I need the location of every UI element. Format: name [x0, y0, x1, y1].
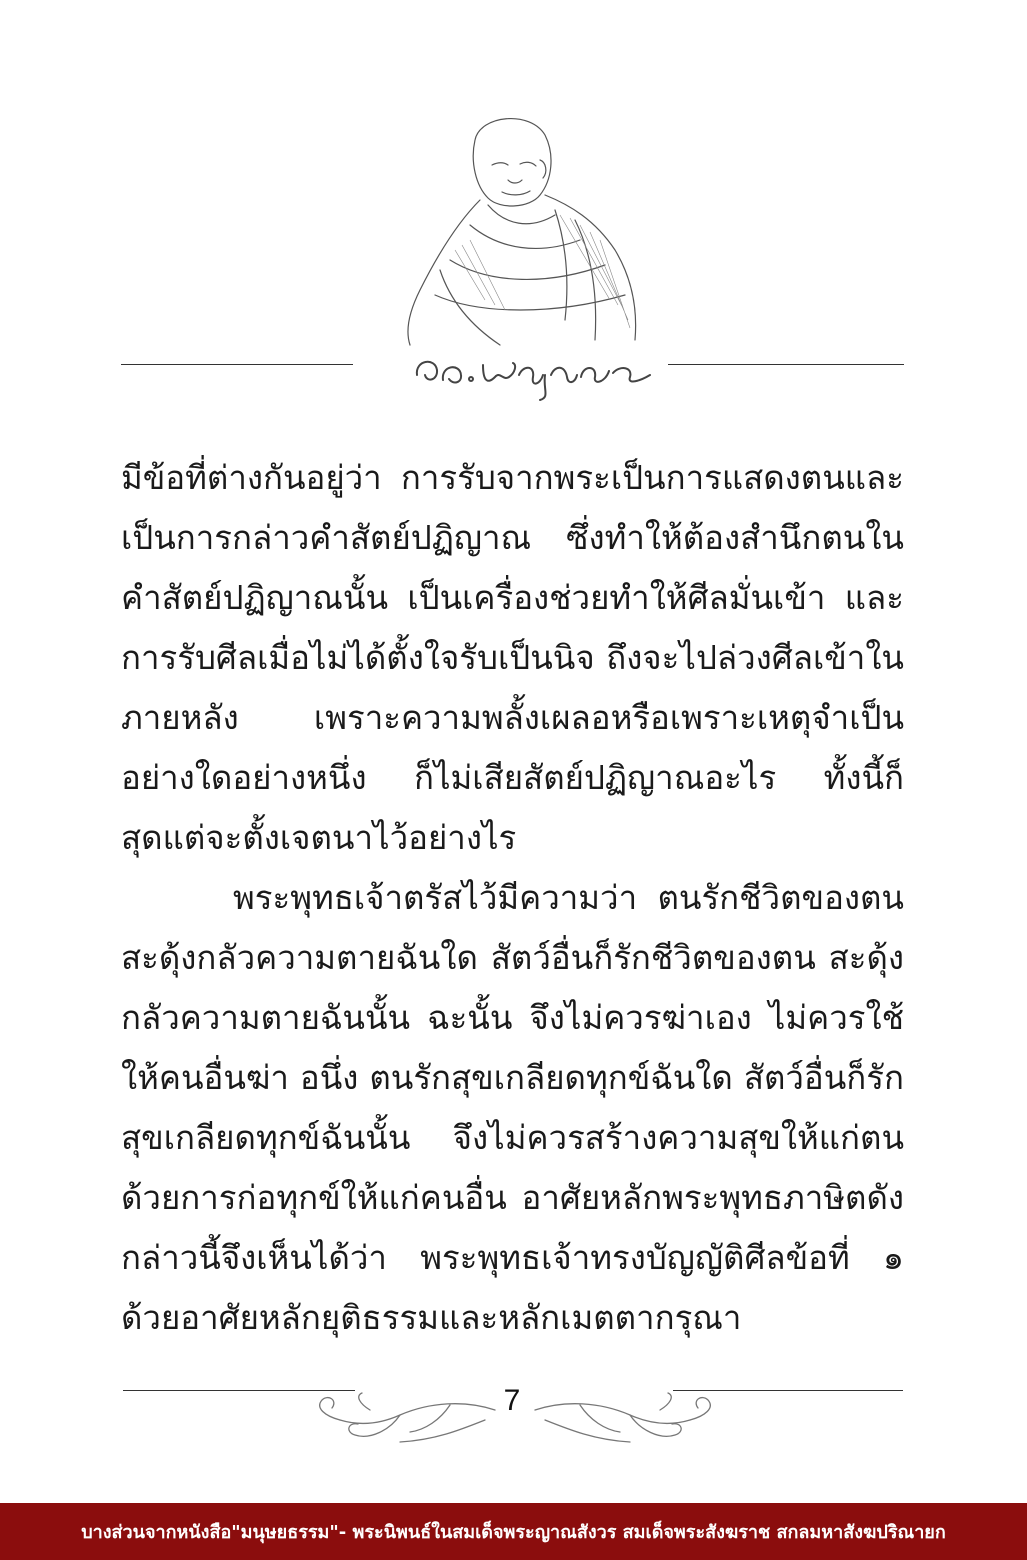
- paragraph: พระพุทธเจ้าตรัสไว้มีความว่า ตนรักชีวิตของตน สะดุ้งกลัวความตายฉันใด สัตว์อื่นก็รักชีวิตของตน สะดุ้งกลัวความตายฉันนั้น ฉะนั้น จึงไม่ควรฆ่าเอง ไม่ควรใช้ให้คนอื่นฆ่า อนึ่ง ตนรักสุขเกลียดทุกข์ฉันใด สัตว์อื่นก็รักสุขเกลียดทุกข์ฉันนั้น จึงไม่ควรสร้างความสุขให้แก่ตน ด้วยการก่อทุกข์ให้แก่คนอื่น อาศัยหลักพระพุทธภาษิตดังกล่าวนี้จึงเห็นได้ว่า พระพุทธเจ้าทรงบัญญัติศีลข้อที่ ๑ ด้วยอาศัยหลักยุติธรรมและหลักเมตตากรุณา: [121, 878, 904, 1337]
- signature-left-rule: [121, 364, 353, 365]
- monk-portrait-icon: [380, 100, 670, 350]
- footer-caption: บางส่วนจากหนังสือ"มนุษยธรรม"- พระนิพนธ์ในสมเด็จพระญาณสังวร สมเด็จพระสังฆราช สกลมหาสังฆปริณายก: [81, 1522, 946, 1543]
- body-text: [121, 448, 904, 1348]
- page-number: 7: [503, 1384, 521, 1417]
- scroll-ornament-icon: [530, 1390, 730, 1450]
- signature-icon: [405, 335, 655, 405]
- scroll-ornament-icon: [300, 1390, 500, 1450]
- paragraph: มีข้อที่ต่างกันอยู่ว่า การรับจากพระเป็นการแสดงตนและเป็นการกล่าวคำสัตย์ปฏิญาณ ซึ่งทำให้ต้องสำนึกตนในคำสัตย์ปฏิญาณนั้น เป็นเครื่องช่วยทำให้ศีลมั่นเข้า และการรับศีลเมื่อไม่ได้ตั้งใจรับเป็นนิจ ถึงจะไปล่วงศีลเข้าในภายหลัง เพราะความพลั้งเผลอหรือเพราะเหตุจำเป็นอย่างใดอย่างหนึ่ง ก็ไม่เสียสัตย์ปฏิญาณอะไร ทั้งนี้ก็สุดแต่จะตั้งเจตนาไว้อย่างไร: [121, 458, 904, 857]
- footer-bar: [0, 1503, 1027, 1560]
- signature-right-rule: [668, 364, 904, 365]
